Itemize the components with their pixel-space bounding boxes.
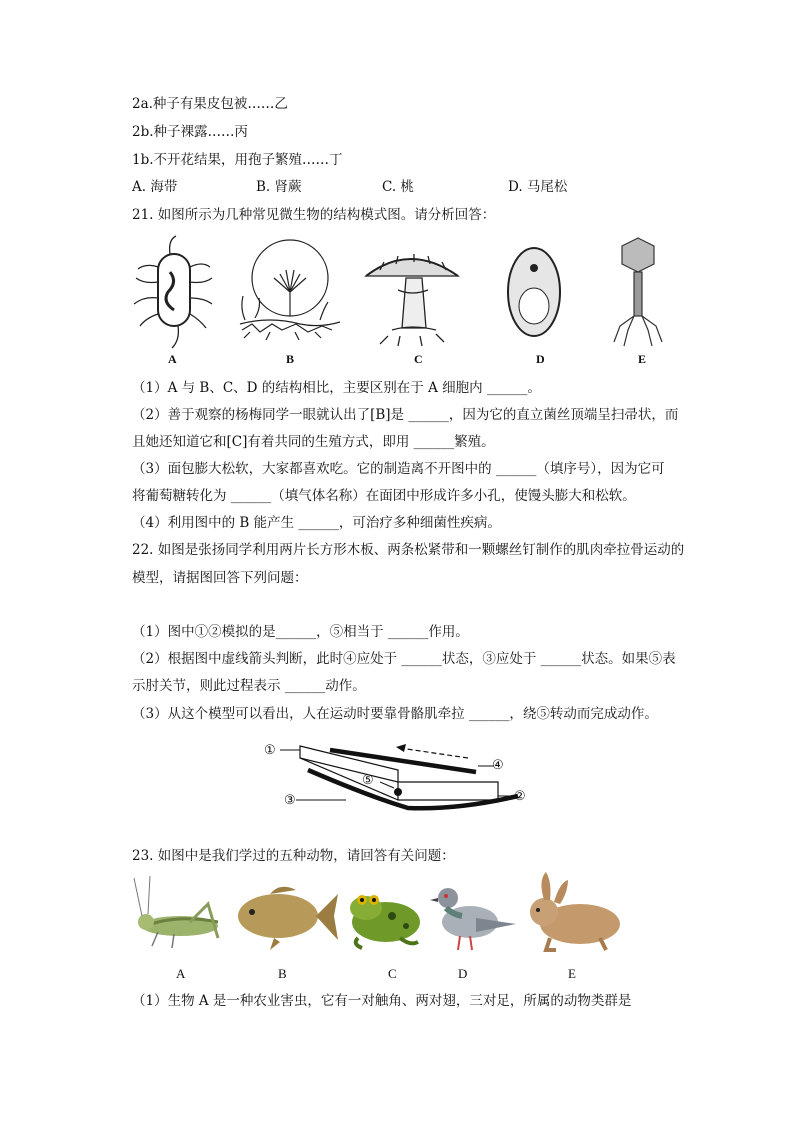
- grasshopper-image: [134, 876, 218, 948]
- lower-board: [398, 782, 498, 800]
- q22-part2: （2）根据图中虚线箭头判断，此时④应处于 ______状态，③应处于 ______状态。如果⑤表: [132, 651, 676, 667]
- key-line-1b: 1b.不开花结果，用孢子繁殖……丁: [132, 152, 343, 168]
- q21-part4: （4）利用图中的 B 能产生 ______，可治疗多种细菌性疾病。: [132, 515, 501, 531]
- fig23-label-e: E: [568, 966, 576, 981]
- marker-4: ④: [492, 757, 504, 772]
- q21-part2-cont: 且她还知道它和[C]有着共同的生殖方式，即用 ______繁殖。: [132, 434, 495, 450]
- q21-part1: （1）A 与 B、C、D 的结构相比，主要区别在于 A 细胞内 ______。: [132, 380, 541, 396]
- yeast-drawing: [508, 248, 560, 336]
- pigeon-image: [430, 888, 516, 950]
- fig21-label-b: B: [286, 352, 295, 366]
- microorganism-figure: [130, 232, 670, 368]
- fig21-label-d: D: [536, 352, 545, 366]
- marker-3: ③: [284, 792, 296, 807]
- q21-part3: （3）面包膨大松软，大家都喜欢吃。它的制造离不开图中的 ______（填序号），因为它可: [132, 461, 665, 477]
- fig21-label-c: C: [414, 352, 423, 366]
- fig21-label-e: E: [638, 352, 647, 366]
- animals-figure: [130, 872, 630, 956]
- option-a: A. 海带: [132, 179, 178, 195]
- q22-part3: （3）从这个模型可以看出，人在运动时要靠骨骼肌牵拉 ______，绕⑤转动而完成动作。: [132, 706, 658, 722]
- muscle-bone-model: [258, 736, 538, 816]
- key-line-2b: 2b.种子裸露……丙: [132, 124, 249, 140]
- q21-part2: （2）善于观察的杨梅同学一眼就认出了[B]是 ______，因为它的直立菌丝顶端呈扫帚状，而: [132, 407, 679, 423]
- fig21-label-a: A: [168, 352, 177, 366]
- q23-part1: （1）生物 A 是一种农业害虫，它有一对触角、两对翅，三对足，所属的动物类群是: [132, 993, 632, 1009]
- fig23-label-b: B: [278, 966, 287, 981]
- q23-stem: 23. 如图中是我们学过的五种动物，请回答有关问题：: [132, 848, 455, 864]
- option-d: D. 马尾松: [508, 179, 568, 195]
- fig23-label-a: A: [176, 966, 186, 981]
- marker-2: ②: [514, 788, 526, 803]
- fish-image: [238, 887, 338, 950]
- q22-stem: 22. 如图是张扬同学利用两片长方形木板、两条松紧带和一颗螺丝钉制作的肌肉牵拉骨运动的: [132, 542, 685, 558]
- bacterium-drawing: [134, 236, 212, 348]
- mushroom-drawing: [366, 254, 458, 346]
- q21-stem: 21. 如图所示为几种常见微生物的结构模式图。请分析回答：: [132, 207, 496, 223]
- penicillium-drawing: [240, 240, 340, 340]
- rabbit-image: [530, 872, 620, 950]
- frog-image: [350, 895, 420, 948]
- marker-1: ①: [264, 742, 276, 757]
- option-b: B. 肾蕨: [256, 179, 302, 195]
- q21-part3-cont: 将葡萄糖转化为 ______（填气体名称）在面团中形成许多小孔，使馒头膨大和松软。: [132, 488, 636, 504]
- q22-stem-cont: 模型，请据图回答下列问题：: [132, 570, 308, 586]
- key-line-2a: 2a.种子有果皮包被……乙: [132, 96, 288, 112]
- fig23-label-d: D: [458, 966, 468, 981]
- q22-part1: （1）图中①②模拟的是______，⑤相当于 ______作用。: [132, 624, 469, 640]
- fig23-label-c: C: [388, 966, 397, 981]
- option-c: C. 桃: [382, 179, 414, 195]
- bacteriophage-drawing: [614, 238, 662, 346]
- q22-part2-cont: 示肘关节，则此过程表示 ______动作。: [132, 678, 366, 694]
- marker-5: ⑤: [362, 772, 374, 787]
- screw-joint: [394, 788, 402, 796]
